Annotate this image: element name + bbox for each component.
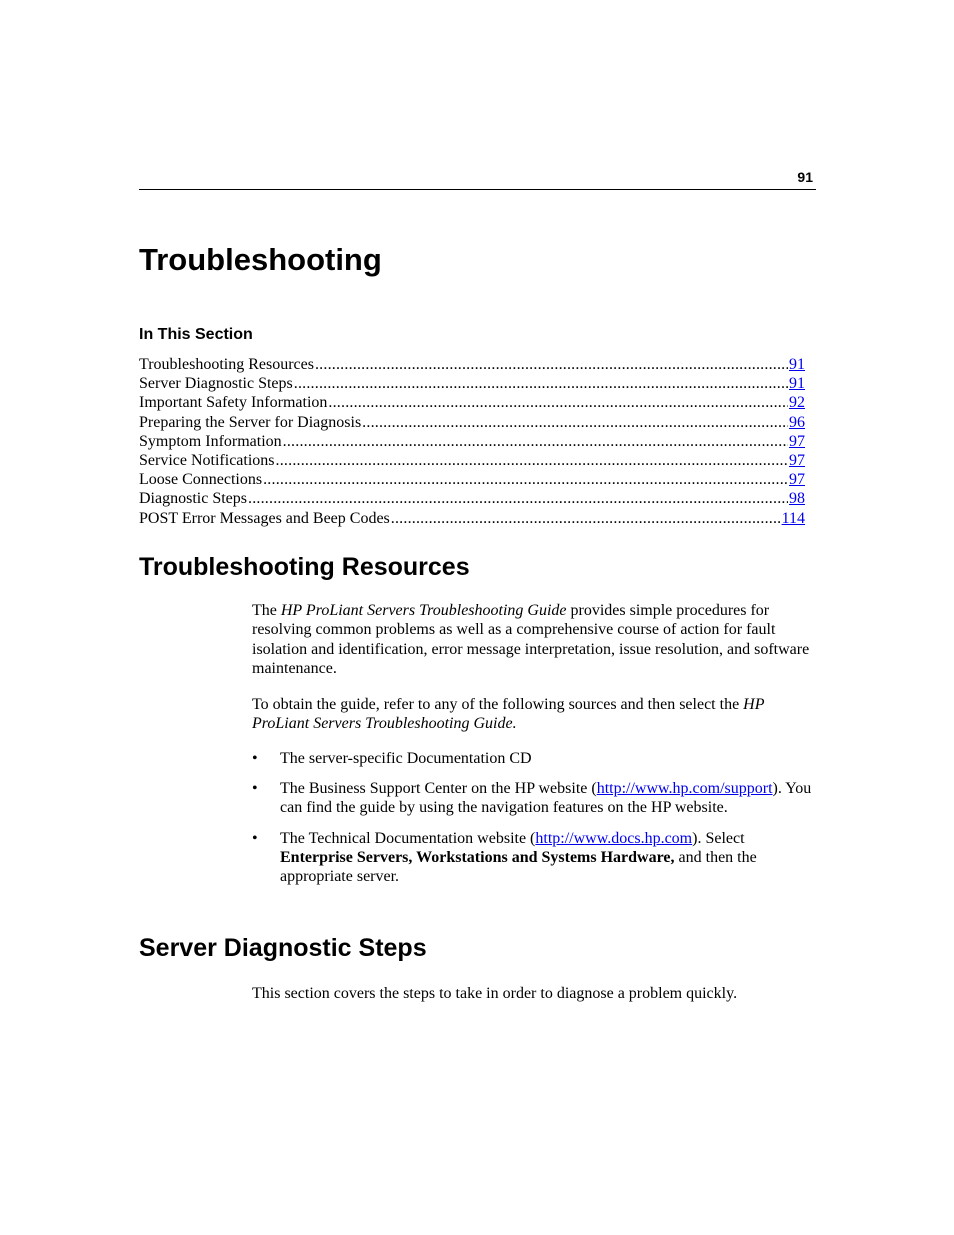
list-item bbox=[252, 829, 816, 887]
toc-item-label: Service Notifications bbox=[139, 451, 275, 469]
toc-list bbox=[139, 355, 805, 528]
intro-text-rest: provides simple procedures for resolving common problems as well as a comprehensive course of action for fault isolation and identification, error message interpretation, issue resolution, and software maintenance. bbox=[252, 602, 810, 677]
toc-leader bbox=[263, 470, 788, 489]
toc-page-link[interactable]: 97 bbox=[789, 471, 805, 489]
toc-item bbox=[139, 355, 805, 374]
toc-leader bbox=[248, 489, 788, 508]
guide-title: HP ProLiant Servers Troubleshooting Guide bbox=[280, 602, 567, 619]
obtain-guide-paragraph bbox=[252, 695, 816, 734]
page-number: 91 bbox=[797, 169, 813, 185]
list-item-text: The server-specific Documentation CD bbox=[280, 749, 532, 767]
header-rule bbox=[139, 189, 816, 190]
list-item-text: The Technical Documentation website ( bbox=[280, 829, 536, 847]
intro-text: The bbox=[252, 602, 281, 619]
toc-page-link[interactable]: 97 bbox=[789, 432, 805, 450]
toc-leader bbox=[362, 413, 788, 432]
source-list bbox=[252, 749, 816, 887]
toc-item-label: Diagnostic Steps bbox=[139, 490, 247, 508]
toc-item bbox=[139, 489, 805, 508]
toc-leader bbox=[276, 451, 788, 470]
menu-path-text: Enterprise Servers, Workstations and Systems Hardware, bbox=[280, 848, 675, 866]
bullet-icon: • bbox=[252, 780, 258, 798]
chapter-title: Troubleshooting bbox=[139, 242, 382, 277]
obtain-text: To obtain the guide, refer to any of the following sources and then select the bbox=[252, 696, 744, 714]
toc-item bbox=[139, 509, 805, 528]
diagnostic-intro-paragraph: This section covers the steps to take in order to diagnose a problem quickly. bbox=[252, 985, 738, 1002]
hp-docs-link[interactable]: http://www.docs.hp.com bbox=[535, 829, 693, 847]
toc-item bbox=[139, 432, 805, 451]
toc-leader bbox=[283, 432, 788, 451]
toc-item-label: Server Diagnostic Steps bbox=[139, 375, 293, 393]
list-item bbox=[252, 749, 816, 768]
toc-page-link[interactable]: 114 bbox=[781, 509, 805, 527]
bullet-icon: • bbox=[252, 829, 258, 847]
bullet-icon: • bbox=[252, 749, 258, 767]
guide-title: HP ProLiant Servers Troubleshooting Guide. bbox=[252, 696, 765, 733]
toc-page-link[interactable]: 92 bbox=[789, 394, 805, 412]
toc-leader bbox=[391, 509, 781, 528]
toc-page-link[interactable]: 91 bbox=[789, 375, 805, 393]
toc-item-label: Important Safety Information bbox=[139, 394, 328, 412]
toc-item-label: Loose Connections bbox=[139, 471, 263, 489]
toc-leader bbox=[328, 393, 788, 412]
hp-support-link[interactable]: http://www.hp.com/support bbox=[596, 780, 773, 798]
toc-item-label: Troubleshooting Resources bbox=[139, 356, 314, 373]
server-diagnostic-steps-body bbox=[252, 984, 816, 1003]
toc-leader bbox=[315, 355, 788, 374]
list-item-text: The Business Support Center on the HP website ( bbox=[280, 780, 597, 798]
intro-paragraph bbox=[252, 601, 816, 678]
toc-item bbox=[139, 413, 805, 432]
toc-item-label: Preparing the Server for Diagnosis bbox=[139, 413, 362, 431]
list-item-text-rest: ). You can find the guide by using the navigation features on the HP website. bbox=[280, 780, 812, 817]
toc-item bbox=[139, 374, 805, 393]
toc-page-link[interactable]: 91 bbox=[789, 356, 805, 373]
troubleshooting-resources-body bbox=[252, 601, 816, 887]
toc-item bbox=[139, 451, 805, 470]
toc-page-link[interactable]: 98 bbox=[789, 490, 805, 508]
list-item-text-rest: and then the appropriate server. bbox=[280, 848, 757, 886]
list-item-text-mid: ). Select bbox=[692, 829, 745, 847]
toc-item bbox=[139, 393, 805, 412]
toc-page-link[interactable]: 97 bbox=[789, 451, 805, 469]
list-item bbox=[252, 779, 816, 818]
toc-item bbox=[139, 470, 805, 489]
toc-item-label: POST Error Messages and Beep Codes bbox=[139, 509, 390, 527]
troubleshooting-resources-heading: Troubleshooting Resources bbox=[139, 553, 470, 581]
in-this-section-heading: In This Section bbox=[139, 326, 253, 343]
toc-page-link[interactable]: 96 bbox=[789, 413, 805, 431]
toc-leader bbox=[294, 374, 788, 393]
toc-item-label: Symptom Information bbox=[139, 432, 282, 450]
server-diagnostic-steps-heading: Server Diagnostic Steps bbox=[139, 934, 427, 962]
